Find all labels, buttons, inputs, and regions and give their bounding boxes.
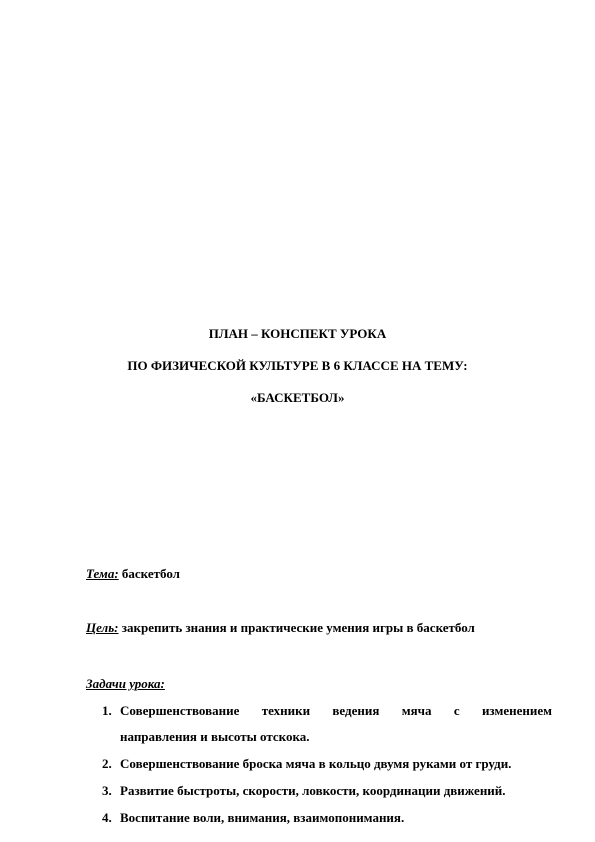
task-text: Совершенствование броска мяча в кольцо двумя руками от груди.: [120, 756, 512, 771]
task-number: 2.: [102, 756, 112, 771]
task-text-line-2: направления и высоты отскока.: [120, 729, 310, 744]
task-number: 1.: [102, 703, 112, 718]
task-text: Воспитание воли, внимания, взаимопонимания.: [120, 810, 405, 825]
title-line-1: ПЛАН – КОНСПЕКТ УРОКА: [208, 326, 387, 341]
title-line-3: «БАСКЕТБОЛ»: [250, 390, 345, 405]
topic-label: Тема:: [86, 566, 119, 581]
task-word: с: [453, 703, 460, 718]
task-word: изменением: [481, 703, 552, 718]
goal-field: [86, 620, 475, 636]
goal-value: закрепить знания и практические умения игры в баскетбол: [121, 620, 475, 635]
task-number: 3.: [102, 783, 112, 798]
task-word: мяча: [401, 703, 432, 718]
task-text-line: [120, 703, 552, 719]
title-line-2: ПО ФИЗИЧЕСКОЙ КУЛЬТУРЕ В 6 КЛАССЕ НА ТЕМУ:: [127, 358, 468, 373]
tasks-heading: Задачи урока:: [86, 676, 165, 691]
task-word: техники: [261, 703, 311, 718]
task-word: Совершенствование: [120, 703, 240, 718]
task-text: Развитие быстроты, скорости, ловкости, координации движений.: [120, 783, 506, 798]
topic-field: [86, 566, 180, 582]
topic-value: баскетбол: [121, 566, 180, 581]
task-word: ведения: [332, 703, 380, 718]
goal-label: Цель:: [86, 620, 119, 635]
task-number: 4.: [102, 810, 112, 825]
